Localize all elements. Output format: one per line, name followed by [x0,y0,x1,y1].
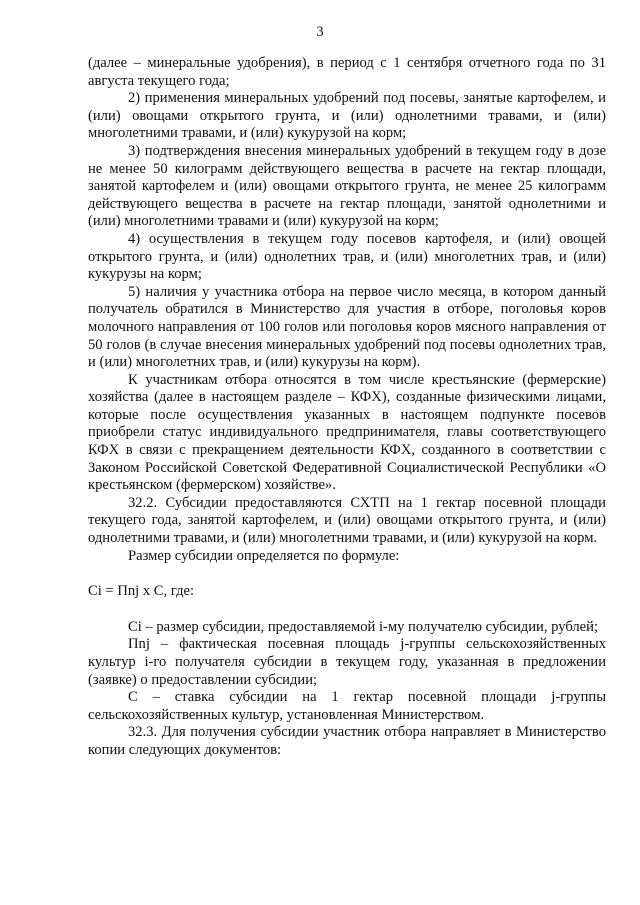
paragraph-continuation: (далее – минеральные удобрения), в период с 1 сентября отчетного года по 31 августа текущего года; [88,55,606,89]
definition-c: С – ставка субсидии на 1 гектар посевной площади j-группы сельскохозяйственных культур, установленная Министерством. [88,689,606,723]
paragraph-item-3: 3) подтверждения внесения минеральных удобрений в текущем году в дозе не менее 50 килограмм действующего вещества в расчете на гектар площади, занятой картофелем и (или) овощами открытого грунта, не менее 25 килограмм действующего вещества в расчете на гектар площади, занятой однолетними и (или) многолетними травами и (или) кукурузой на корм; [88,142,606,230]
definition-ci: Ci – размер субсидии, предоставляемой i-му получателю субсидии, рублей; [128,618,599,635]
formula: Ci = Пnj x С, где: [88,583,195,600]
paragraph-kfh: К участникам отбора относятся в том числе крестьянские (фермерские) хозяйства (далее в настоящем разделе – КФХ), созданные физическими лицами, которые после осуществления указанных в настоящем подпункте посевов приобрели статус индивидуального предпринимателя, главы соответствующего КФХ в связи с прекращением деятельности КФХ, созданного в соответствии с Законом Российской Советской Федеративной Социалистической Республики «О крестьянском (фермерском) хозяйстве». [88,371,606,494]
paragraph-item-5: 5) наличия у участника отбора на первое число месяца, в котором данный получатель обратился в Министерство для участия в отборе, поголовья коров молочного направления от 100 голов или поголовья коров мясного направления от 50 голов (в случае внесения минеральных удобрений под посевы однолетних трав, и (или) многолетних трав, и (или) кукурузы на корм). [88,283,606,371]
paragraph-32-3: 32.3. Для получения субсидии участник отбора направляет в Министерство копии следующих документов: [88,724,606,758]
page-number: 3 [316,24,324,40]
paragraph-item-2: 2) применения минеральных удобрений под посевы, занятые картофелем, и (или) овощами открытого грунта, и (или) однолетними травами, и (или) многолетними травами, и (или) кукурузой на корм; [88,90,606,142]
paragraph-formula-intro: Размер субсидии определяется по формуле: [128,547,400,564]
paragraph-item-4: 4) осуществления в текущем году посевов картофеля, и (или) овощей открытого грунта, и (или) однолетних трав, и (или) многолетних трав, и (или) кукурузы на корм; [88,230,606,283]
definition-pnj: Пnj – фактическая посевная площадь j-группы сельскохозяйственных культур i-го получателя субсидии в текущем году, указанная в предложении (заявке) о предоставлении субсидии; [88,636,606,688]
paragraph-32-2: 32.2. Субсидии предоставляются СХТП на 1 гектар посевной площади текущего года, занятой картофелем, и (или) овощами открытого грунта, и (или) однолетними травами, и (или) многолетними травами, и (или) кукурузой на корм. [88,494,606,547]
document-body [88,55,606,760]
